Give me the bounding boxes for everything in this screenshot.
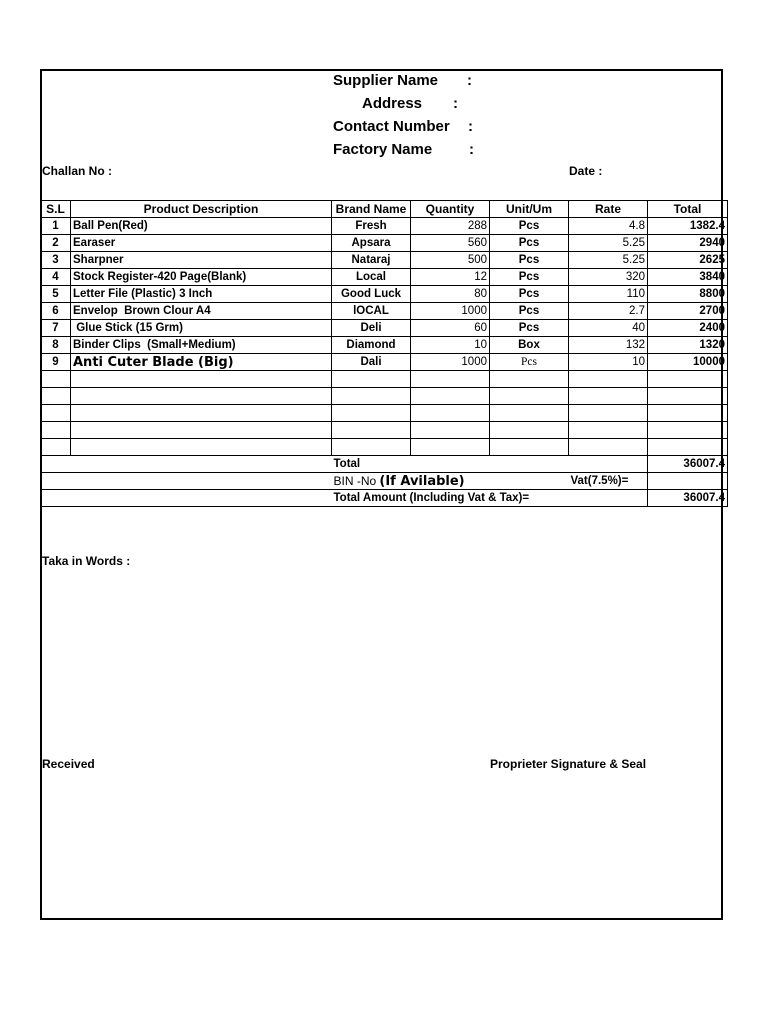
row-rate: 10 [569,354,648,371]
row-description: Sharpner [71,252,332,269]
row-quantity: 288 [411,218,490,235]
row-brand: Nataraj [332,252,411,269]
row-unit: Pcs [490,235,569,252]
supplier-name-colon: : [467,72,472,89]
row-description: Binder Clips (Small+Medium) [71,337,332,354]
row-brand: Deli [332,320,411,337]
row-quantity: 12 [411,269,490,286]
row-total: 2625 [648,252,728,269]
date-label: Date : [569,164,603,178]
col-brand-name: Brand Name [332,201,411,218]
row-quantity: 60 [411,320,490,337]
empty-row [41,422,728,439]
row-description: Anti Cuter Blade (Big) [71,354,332,371]
table-row [41,235,728,252]
row-unit: Pcs [490,320,569,337]
col-quantity: Quantity [411,201,490,218]
table-row [41,218,728,235]
row-rate: 5.25 [569,235,648,252]
row-description: Earaser [71,235,332,252]
col-unit: Unit/Um [490,201,569,218]
received-label: Received [42,757,95,771]
contact-number-label: Contact Number [333,118,450,135]
row-sl: 3 [41,252,71,269]
supplier-name-label: Supplier Name [333,72,439,89]
table-row [41,269,728,286]
row-brand: Local [332,269,411,286]
empty-row [41,439,728,456]
row-quantity: 1000 [411,303,490,320]
total-row [41,456,728,473]
col-rate: Rate [569,201,648,218]
row-unit: Pcs [490,269,569,286]
row-quantity: 500 [411,252,490,269]
row-rate: 320 [569,269,648,286]
vat-value [648,473,728,490]
bin-row [41,473,728,490]
signature-label: Proprieter Signature & Seal [490,757,647,771]
total-label: Total [332,456,411,473]
row-brand: Fresh [332,218,411,235]
table-row [41,252,728,269]
row-total: 1320 [648,337,728,354]
row-unit: Pcs [490,303,569,320]
row-description: Glue Stick (15 Grm) [71,320,332,337]
row-total: 2940 [648,235,728,252]
row-sl: 4 [41,269,71,286]
row-rate: 40 [569,320,648,337]
row-unit: Pcs [490,354,569,371]
row-total: 2400 [648,320,728,337]
row-rate: 4.8 [569,218,648,235]
row-unit: Pcs [490,218,569,235]
items-table [40,200,728,507]
row-quantity: 560 [411,235,490,252]
row-sl: 6 [41,303,71,320]
factory-name-colon: : [469,141,474,158]
challan-no-label: Challan No : [42,164,113,178]
grand-total-label: Total Amount (Including Vat & Tax)= [332,490,648,507]
vat-label: Vat(7.5%)= [569,473,648,490]
bin-label: BIN -No [333,473,377,488]
row-total: 8800 [648,286,728,303]
row-sl: 9 [41,354,71,371]
row-sl: 1 [41,218,71,235]
row-unit: Pcs [490,286,569,303]
row-sl: 7 [41,320,71,337]
row-rate: 132 [569,337,648,354]
row-brand: Apsara [332,235,411,252]
row-sl: 2 [41,235,71,252]
grand-total-value: 36007.4 [648,490,728,507]
total-value: 36007.4 [648,456,728,473]
table-row [41,337,728,354]
table-header-row [41,201,728,218]
table-row [41,303,728,320]
row-brand: Good Luck [332,286,411,303]
address-colon: : [453,95,458,112]
table-row [41,286,728,303]
empty-row [41,405,728,422]
table-row [41,320,728,337]
row-rate: 5.25 [569,252,648,269]
col-total: Total [648,201,728,218]
row-quantity: 80 [411,286,490,303]
col-product-description: Product Description [71,201,332,218]
row-brand: lOCAL [332,303,411,320]
factory-name-label: Factory Name [333,141,433,158]
taka-in-words-label: Taka in Words : [42,554,131,568]
bin-note: (If Avilable) [379,473,465,489]
row-sl: 5 [41,286,71,303]
row-brand: Diamond [332,337,411,354]
row-total: 3840 [648,269,728,286]
contact-number-colon: : [468,118,473,135]
row-total: 10000 [648,354,728,371]
row-quantity: 1000 [411,354,490,371]
row-brand: Dali [332,354,411,371]
row-description: Stock Register-420 Page(Blank) [71,269,332,286]
bin-cell [332,473,569,490]
row-unit: Box [490,337,569,354]
table-row [41,354,728,371]
row-total: 2700 [648,303,728,320]
row-total: 1382.4 [648,218,728,235]
col-sl: S.L [41,201,71,218]
empty-row [41,388,728,405]
row-description: Letter File (Plastic) 3 Inch [71,286,332,303]
row-sl: 8 [41,337,71,354]
empty-row [41,371,728,388]
row-description: Ball Pen(Red) [71,218,332,235]
row-description: Envelop Brown Clour A4 [71,303,332,320]
grand-total-row [41,490,728,507]
row-rate: 110 [569,286,648,303]
row-unit: Pcs [490,252,569,269]
address-label: Address [362,95,423,112]
row-quantity: 10 [411,337,490,354]
row-rate: 2.7 [569,303,648,320]
